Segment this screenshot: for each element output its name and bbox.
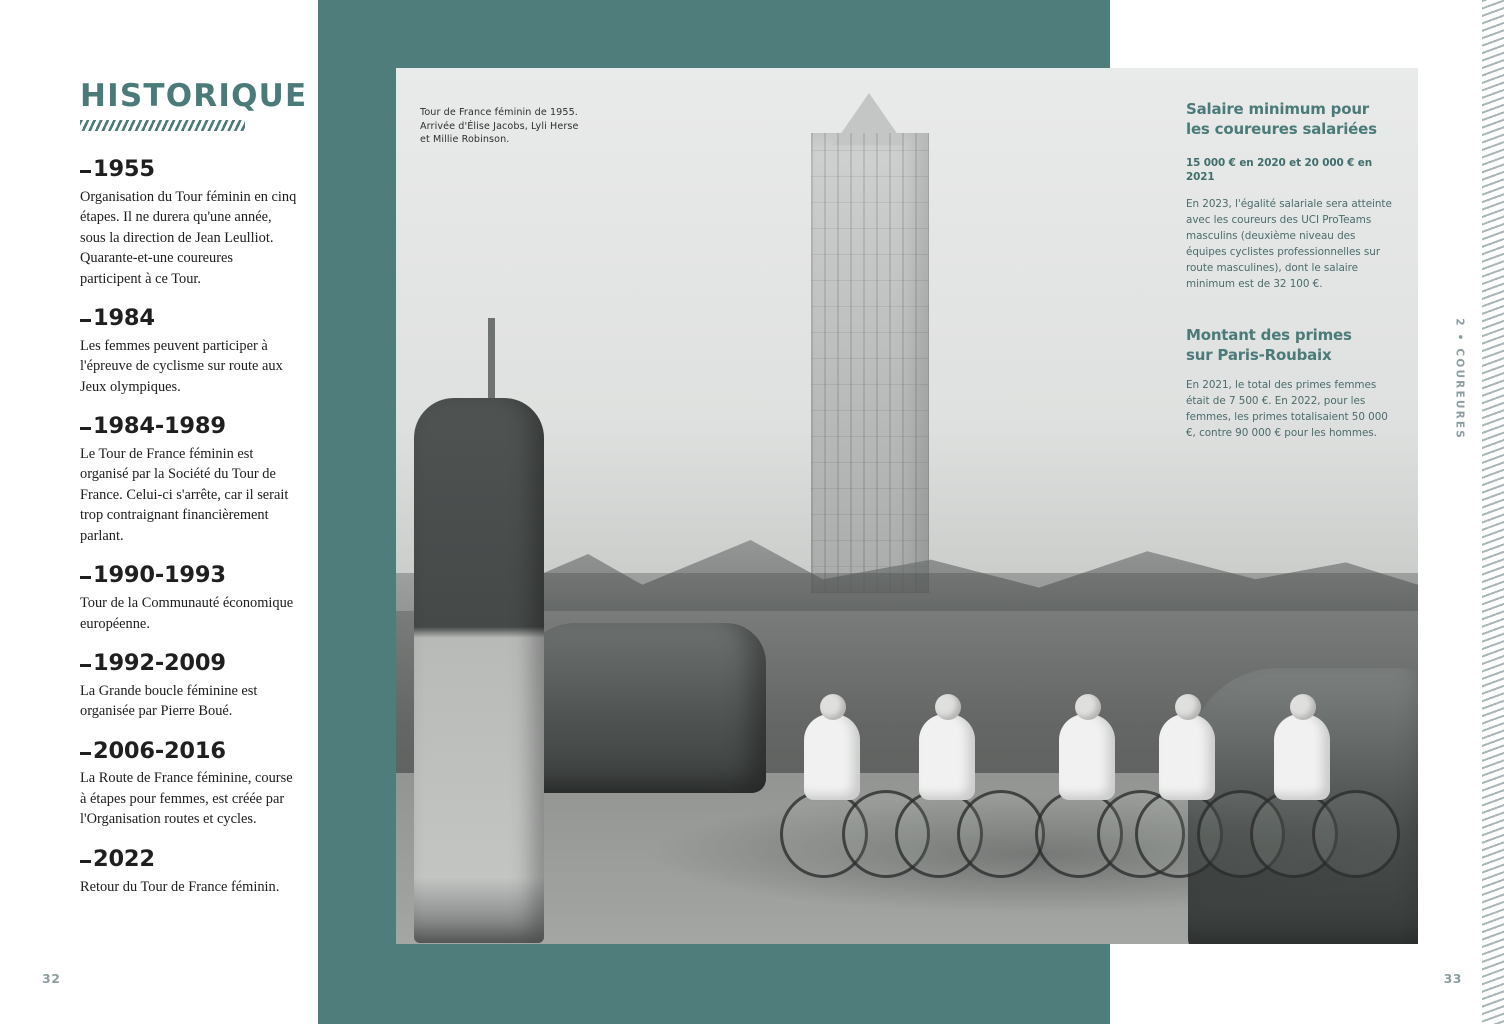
cathedral-tower [811,133,929,593]
entry-text: La Grande boucle féminine est organisée par Pierre Boué. [80,682,258,720]
folio-right: 33 [1443,971,1462,986]
dash-mark [80,170,91,173]
cyclist-body [919,714,975,800]
running-head: 2 • COUREURES [1454,318,1466,440]
timeline-entries [80,155,298,912]
cyclist [1141,663,1237,878]
page-title: HISTORIQUE [80,78,308,114]
dash-mark [80,664,91,667]
entry-year-label: 1984-1989 [93,413,226,440]
fact-heading-salary: Salaire minimum pour les coureures salariées [1186,100,1377,138]
left-page [0,0,318,1024]
timeline-entry [80,737,298,830]
dash-mark [80,752,91,755]
entry-year [80,845,298,874]
spectator-figure [414,398,544,943]
fact-highlight-salary: 15 000 € en 2020 et 20 000 € en 2021 [1186,156,1373,184]
photo-caption: Tour de France féminin de 1955. Arrivée d'Élise Jacobs, Lyli Herse et Millie Robinson. [420,107,579,146]
entry-year-label: 1955 [93,156,155,182]
bicycle-wheel [1312,790,1400,878]
title-block [80,78,308,131]
cyclist-body [1274,714,1330,800]
cyclist-head [1075,694,1101,720]
folio-left: 32 [42,971,61,986]
timeline-entry [80,649,298,722]
entry-text: Les femmes peuvent participer à l'épreuve de cyclisme sur route aux Jeux olympiques. [80,337,283,395]
entry-year-label: 1984 [93,305,155,332]
cyclist-head [935,694,961,720]
entry-text: La Route de France féminine, course à étapes pour femmes, est créée par l'Organisation routes et cycles. [80,770,293,828]
timeline-entry [80,412,298,546]
entry-year-label: 2022 [93,845,155,872]
entry-year [80,561,298,590]
edge-hatch-decoration [1482,0,1504,1024]
dash-mark [80,319,91,322]
timeline-entry [80,304,298,397]
entry-year-label: 1990-1993 [93,562,226,589]
cyclist-head [820,694,846,720]
dash-mark [80,860,91,863]
fact-heading-primes: Montant des primes sur Paris-Roubaix [1186,326,1352,365]
cyclists-group [696,548,1376,878]
dash-mark [80,576,91,579]
fact-body-salary: En 2023, l'égalité salariale sera atteinte avec les coureurs des UCI ProTeams masculins (deuxième niveau des équipes cyclistes professionnelles sur route masculines), dont le salaire minimum est de 32 100 €. [1186,197,1392,291]
entry-year-label: 1992-2009 [93,649,226,676]
cathedral-texture [811,133,929,593]
dash-mark [80,427,91,430]
entry-year [80,155,298,184]
cyclist [1041,663,1137,878]
entry-text: Retour du Tour de France féminin. [80,878,280,895]
entry-text: Tour de la Communauté économique européenne. [80,595,294,632]
cyclist-head [1290,694,1316,720]
cyclist-head [1175,694,1201,720]
entry-year [80,649,298,678]
sidebar-facts [1186,100,1396,442]
fact-body-primes: En 2021, le total des primes femmes était de 7 500 €. En 2022, pour les femmes, les primes totalisaient 50 000 €, contre 90 000 € pour les hommes. [1186,379,1388,440]
entry-text: Organisation du Tour féminin en cinq étapes. Il ne durera qu'une année, sous la direction de Jean Leulliot. Quarante-et-une coureures participent à ce Tour. [80,188,297,287]
cyclist-body [804,714,860,800]
timeline-entry [80,845,298,897]
cyclist [901,663,997,878]
entry-text: Le Tour de France féminin est organisé par la Société du Tour de France. Celui-ci s'arrête, car il serait trop contraignant financièrement parlant. [80,446,289,544]
title-hatch-rule [80,120,245,131]
entry-year [80,304,298,333]
cyclist-body [1159,714,1215,800]
cyclist [1256,663,1352,878]
entry-year [80,412,298,441]
entry-year [80,737,298,766]
entry-year-label: 2006-2016 [93,737,226,764]
cyclist-body [1059,714,1115,800]
cyclist [786,663,882,878]
bicycle-wheel [957,790,1045,878]
timeline-entry [80,155,298,289]
timeline-entry [80,561,298,634]
